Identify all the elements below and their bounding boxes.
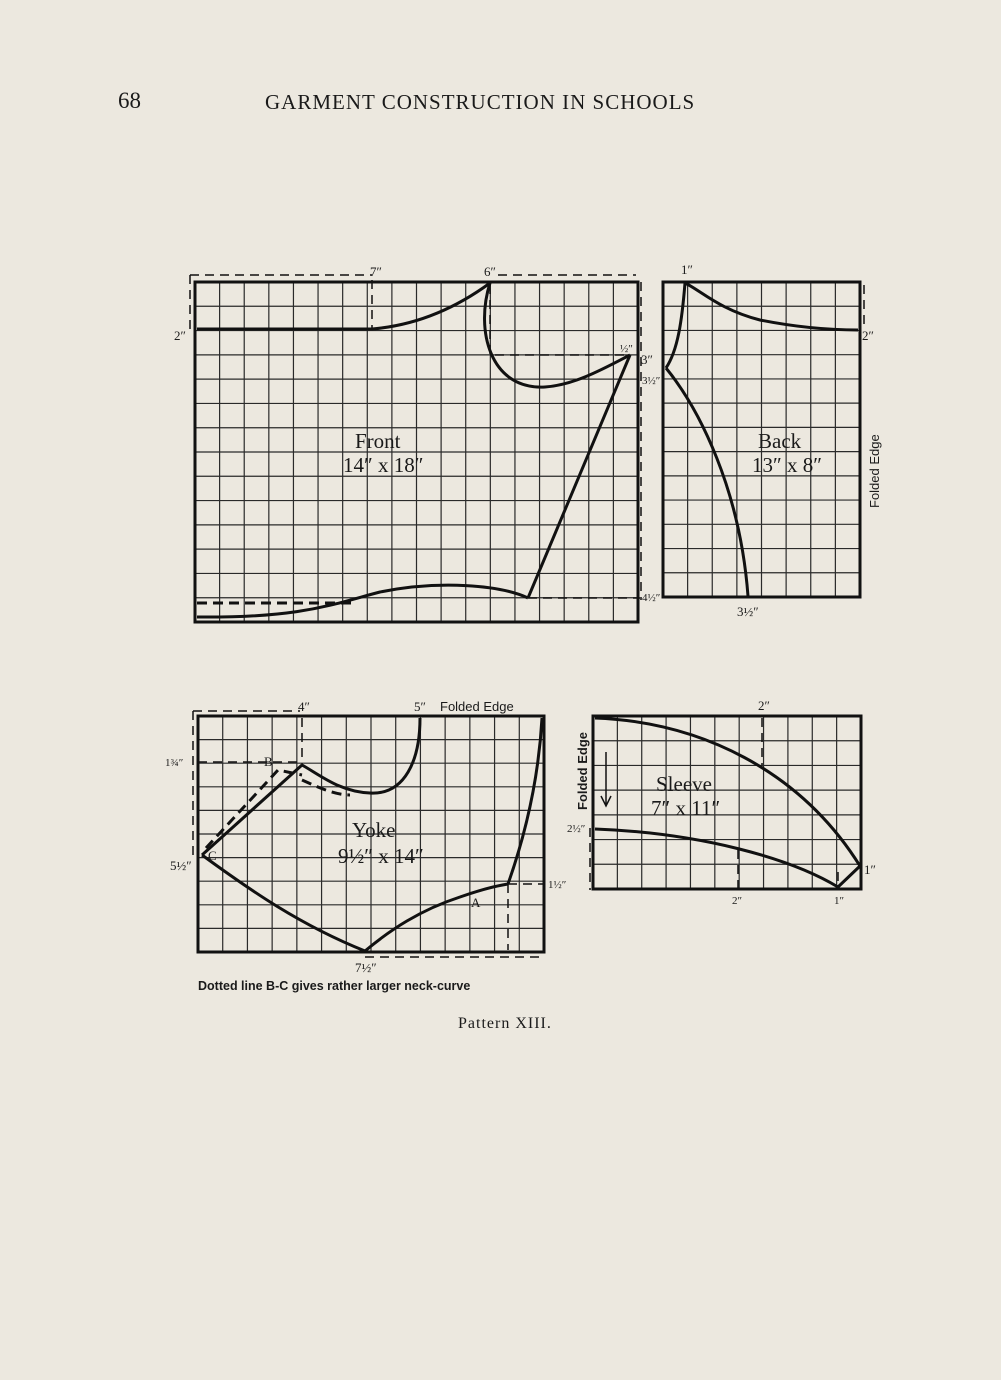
yoke-dim-5half: 5½″ bbox=[170, 858, 192, 873]
yoke-dim-5: 5″ bbox=[414, 699, 426, 714]
back-size: 13″ x 8″ bbox=[752, 453, 822, 477]
yoke-point-a: A bbox=[471, 895, 481, 910]
front-construction-lines bbox=[190, 275, 641, 600]
yoke-lower-right-curve bbox=[365, 884, 508, 951]
sleeve-piece bbox=[567, 698, 876, 907]
yoke-piece bbox=[165, 699, 566, 975]
sleeve-frame bbox=[593, 716, 861, 889]
yoke-point-b: B bbox=[264, 754, 273, 769]
back-piece bbox=[663, 262, 882, 619]
sleeve-size: 7″ x 11″ bbox=[651, 796, 721, 820]
page-number: 68 bbox=[118, 88, 141, 113]
front-neck-curve bbox=[485, 283, 630, 387]
back-dim-bottom: 3½″ bbox=[737, 604, 759, 619]
front-hem-curve bbox=[197, 585, 528, 617]
front-dim-4half: 4½″ bbox=[642, 592, 661, 604]
sleeve-arrow-icon bbox=[601, 752, 611, 806]
front-dim-half: ½″ bbox=[620, 343, 633, 355]
yoke-armhole-line bbox=[508, 718, 542, 884]
front-piece bbox=[174, 264, 660, 622]
sleeve-dim-bottom-2: 2″ bbox=[732, 895, 743, 907]
back-folded-edge: Folded Edge bbox=[867, 434, 882, 508]
yoke-folded-edge: Folded Edge bbox=[440, 699, 514, 714]
sleeve-grid bbox=[593, 716, 861, 889]
back-underarm-line bbox=[666, 368, 748, 596]
yoke-neck-curve bbox=[302, 718, 420, 793]
yoke-dim-1-3q: 1¾″ bbox=[165, 757, 184, 769]
plate-title: Pattern XIII. bbox=[458, 1015, 552, 1032]
back-dim-2: 2″ bbox=[862, 328, 874, 343]
sleeve-name: Sleeve bbox=[656, 772, 712, 796]
yoke-dim-4: 4″ bbox=[298, 699, 310, 714]
yoke-point-c: C bbox=[208, 848, 217, 863]
front-dim-6: 6″ bbox=[484, 264, 496, 279]
front-dim-7: 7″ bbox=[370, 264, 382, 279]
sleeve-lower-curve bbox=[595, 829, 860, 887]
yoke-dim-bottom: 7½″ bbox=[355, 960, 377, 975]
figure-caption: Dotted line B-C gives rather larger neck-curve bbox=[198, 979, 471, 993]
sleeve-dim-bottom-1: 1″ bbox=[834, 895, 845, 907]
front-grid bbox=[195, 282, 638, 622]
back-dim-1: 1″ bbox=[681, 262, 693, 277]
front-dim-3half: 3½″ bbox=[642, 375, 661, 387]
sleeve-dim-left: 2½″ bbox=[567, 823, 586, 835]
running-head: GARMENT CONSTRUCTION IN SCHOOLS bbox=[265, 90, 696, 114]
front-name: Front bbox=[355, 429, 401, 453]
sleeve-folded-edge: Folded Edge bbox=[575, 732, 590, 810]
front-dim-3: 3″ bbox=[641, 352, 653, 367]
yoke-lower-left-curve bbox=[202, 855, 365, 951]
sleeve-dim-top-2: 2″ bbox=[758, 698, 770, 713]
sleeve-dim-right-1: 1″ bbox=[864, 862, 876, 877]
yoke-size: 9½″ x 14″ bbox=[338, 844, 424, 868]
front-size: 14″ x 18″ bbox=[343, 453, 424, 477]
front-dim-2: 2″ bbox=[174, 328, 186, 343]
yoke-dim-1half: 1½″ bbox=[548, 879, 567, 891]
back-name: Back bbox=[758, 429, 802, 453]
yoke-name: Yoke bbox=[352, 818, 396, 842]
